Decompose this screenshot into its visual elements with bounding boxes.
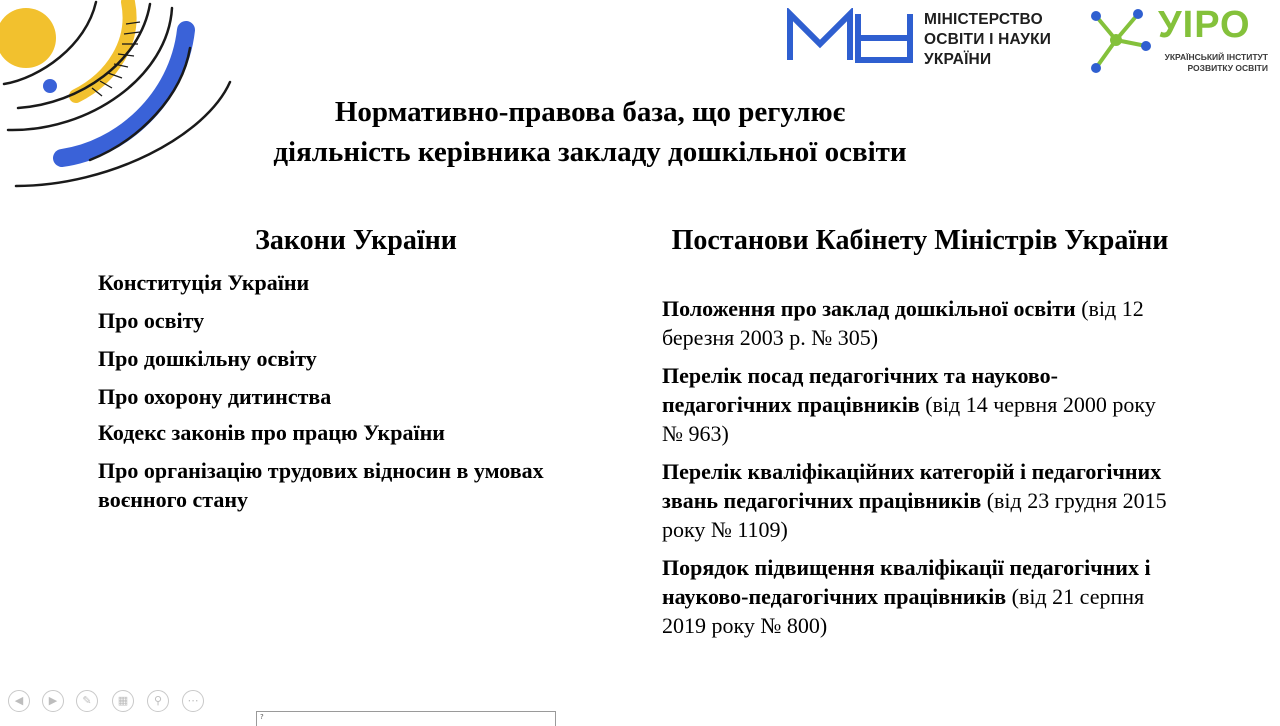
resolutions-heading: Постанови Кабінету Міністрів України — [671, 225, 1169, 256]
slide-title — [190, 92, 990, 172]
law-item: Про охорону дитинства — [98, 384, 332, 409]
prev-slide-button[interactable] — [8, 690, 30, 712]
law-item: Про освіту — [98, 308, 205, 333]
ministry-name-line-3: УКРАЇНИ — [924, 51, 992, 68]
pen-tool-button[interactable] — [76, 690, 98, 712]
resolution-title: Положення про заклад дошкільної освіти — [662, 296, 1076, 321]
resolution-title: Перелік посад педагогічних та науково-педагогічних працівників — [662, 363, 1058, 417]
next-slide-button[interactable] — [42, 690, 64, 712]
more-options-button[interactable] — [182, 690, 204, 712]
next-icon: ▶ — [48, 694, 58, 707]
ministry-logo — [786, 8, 1076, 68]
resolutions-list — [662, 294, 1172, 640]
blue-dot — [43, 79, 57, 93]
resolution-detail: (від 23 грудня 2015 року № 1109) — [662, 488, 1167, 542]
resolution-item — [662, 457, 1172, 544]
resolution-detail: (від 14 червня 2000 року № 963) — [662, 392, 1156, 446]
resolution-item — [662, 294, 1172, 352]
network-nodes-icon — [1086, 6, 1156, 76]
see-all-slides-button[interactable] — [112, 690, 134, 712]
law-item: Про організацію трудових відносин в умовах воєнного стану — [98, 458, 544, 512]
ministry-name-line-2: ОСВІТИ І НАУКИ — [924, 31, 1052, 48]
notes-box[interactable] — [256, 711, 556, 726]
slide-title-line-1: Нормативно-правова база, що регулює — [334, 96, 846, 128]
laws-list — [98, 268, 558, 514]
laws-heading: Закони України — [255, 225, 457, 256]
uipo-name-line-2: РОЗВИТКУ ОСВІТИ — [1187, 63, 1268, 73]
law-item: Конституція України — [98, 270, 310, 295]
uipo-abbreviation: УІРО — [1158, 4, 1251, 46]
prev-icon: ◀ — [14, 694, 24, 707]
uipo-logo — [1086, 6, 1276, 78]
law-item: Про дошкільну освіту — [98, 346, 317, 371]
resolution-item — [662, 553, 1172, 640]
ministry-name-line-1: МІНІСТЕРСТВО — [924, 11, 1043, 28]
resolution-detail: (від 21 серпня 2019 року № 800) — [662, 584, 1145, 638]
resolution-title: Перелік кваліфікаційних категорій і педагогічних звань педагогічних працівників — [662, 459, 1162, 513]
resolution-title: Порядок підвищення кваліфікації педагогічних і науково-педагогічних працівників — [662, 555, 1151, 609]
more-icon: ⋯ — [187, 694, 199, 707]
law-item: Кодекс законів про працю України — [98, 420, 445, 445]
zoom-button[interactable] — [147, 690, 169, 712]
resolution-detail: (від 12 березня 2003 р. № 305) — [662, 296, 1144, 350]
pen-icon: ✎ — [82, 694, 92, 707]
resolution-item — [662, 361, 1172, 448]
slide-title-line-2: діяльність керівника закладу дошкільної освіти — [273, 136, 907, 168]
slides-icon: ▦ — [117, 694, 129, 707]
mon-mark-icon — [786, 8, 918, 64]
uipo-full-name — [1165, 52, 1268, 74]
uipo-name-line-1: УКРАЇНСЬКИЙ ІНСТИТУТ — [1164, 52, 1268, 62]
yellow-sun-circle — [0, 8, 56, 68]
zoom-icon: ⚲ — [153, 694, 163, 707]
notes-text: ? — [260, 713, 264, 721]
ministry-name — [924, 10, 1051, 70]
